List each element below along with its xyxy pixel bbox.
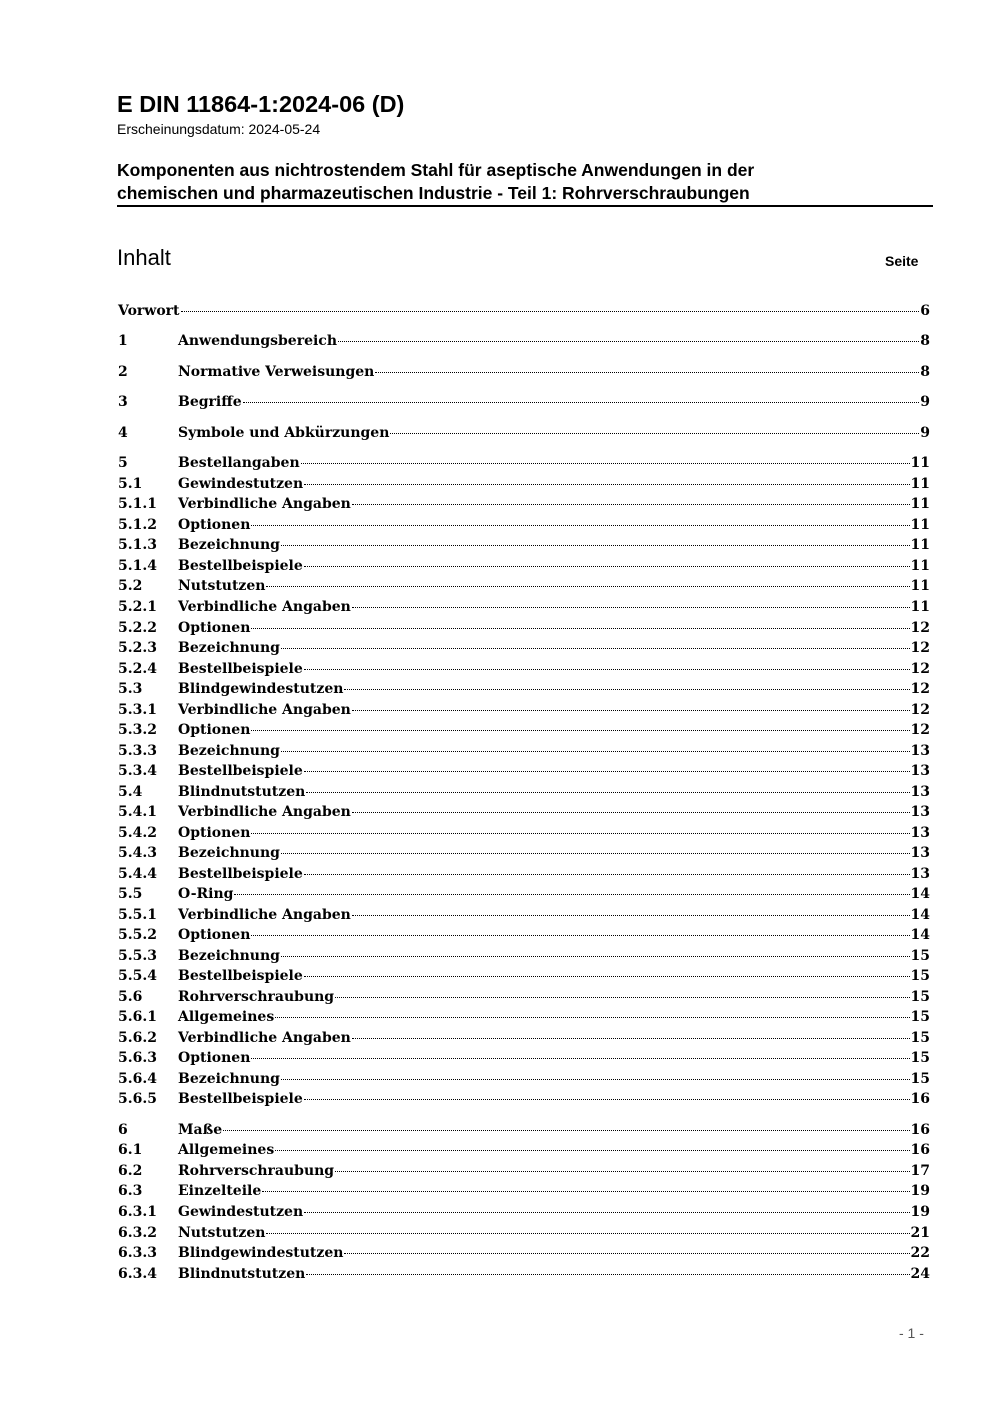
toc-dot-leader bbox=[304, 976, 910, 977]
toc-entry-number: 2 bbox=[118, 364, 128, 380]
toc-entry-title: Bezeichnung bbox=[178, 1071, 280, 1087]
toc-dot-leader bbox=[304, 566, 910, 567]
toc-entry-page: 22 bbox=[910, 1245, 930, 1261]
publication-date: Erscheinungsdatum: 2024-05-24 bbox=[117, 121, 321, 137]
toc-entry-title: Optionen bbox=[178, 722, 251, 738]
toc-entry-page: 13 bbox=[910, 866, 930, 882]
toc-entry-title: Verbindliche Angaben bbox=[178, 1030, 351, 1046]
toc-entry-title: Bestellbeispiele bbox=[178, 558, 303, 574]
toc-dot-leader bbox=[275, 1150, 909, 1151]
toc-entry[interactable] bbox=[118, 702, 930, 721]
toc-entry-title: Nutstutzen bbox=[178, 1225, 266, 1241]
toc-entry-number: 5.1.3 bbox=[118, 537, 157, 553]
toc-entry-number: 6.2 bbox=[118, 1163, 143, 1179]
toc-entry-title: Vorwort bbox=[118, 303, 180, 319]
toc-entry-number: 5.6.3 bbox=[118, 1050, 157, 1066]
toc-entry-page: 12 bbox=[910, 661, 930, 677]
toc-entry-number: 6.3 bbox=[118, 1183, 143, 1199]
toc-entry-page: 16 bbox=[910, 1122, 930, 1138]
toc-entry-title: Verbindliche Angaben bbox=[178, 907, 351, 923]
toc-entry-page: 12 bbox=[910, 681, 930, 697]
toc-entry-title: Blindgewindestutzen bbox=[178, 1245, 344, 1261]
toc-entry-page: 11 bbox=[910, 599, 930, 615]
toc-entry-number: 5.3.4 bbox=[118, 763, 157, 779]
toc-dot-leader bbox=[304, 669, 910, 670]
toc-entry[interactable] bbox=[118, 927, 930, 946]
toc-entry[interactable] bbox=[118, 455, 930, 474]
toc-dot-leader bbox=[338, 341, 919, 342]
toc-entry-title: Optionen bbox=[178, 1050, 251, 1066]
toc-entry-number: 6.3.3 bbox=[118, 1245, 157, 1261]
toc-entry[interactable] bbox=[118, 804, 930, 823]
toc-entry-page: 13 bbox=[910, 743, 930, 759]
toc-entry-title: O-Ring bbox=[178, 886, 234, 902]
toc-entry[interactable] bbox=[118, 1091, 930, 1110]
toc-entry-title: Symbole und Abkürzungen bbox=[178, 425, 390, 441]
toc-dot-leader bbox=[262, 1191, 909, 1192]
toc-entry-page: 11 bbox=[910, 517, 930, 533]
toc-dot-leader bbox=[243, 402, 920, 403]
toc-entry[interactable] bbox=[118, 578, 930, 597]
toc-entry-title: Blindnutstutzen bbox=[178, 784, 306, 800]
toc-entry-title: Bezeichnung bbox=[178, 743, 280, 759]
toc-entry-page: 15 bbox=[910, 948, 930, 964]
toc-entry-number: 3 bbox=[118, 394, 128, 410]
toc-entry-page: 13 bbox=[910, 763, 930, 779]
toc-entry-page: 17 bbox=[910, 1163, 930, 1179]
toc-entry[interactable] bbox=[118, 537, 930, 556]
toc-entry[interactable] bbox=[118, 303, 930, 322]
toc-dot-leader bbox=[390, 433, 919, 434]
toc-entry[interactable] bbox=[118, 476, 930, 495]
toc-entry-page: 13 bbox=[910, 784, 930, 800]
toc-entry-page: 11 bbox=[910, 558, 930, 574]
page-number: - 1 - bbox=[899, 1325, 924, 1341]
toc-dot-leader bbox=[281, 751, 910, 752]
toc-entry-title: Bestellbeispiele bbox=[178, 866, 303, 882]
toc-entry-title: Allgemeines bbox=[178, 1142, 275, 1158]
toc-entry-number: 5.2.3 bbox=[118, 640, 157, 656]
toc-entry-title: Nutstutzen bbox=[178, 578, 266, 594]
toc-dot-leader bbox=[352, 812, 910, 813]
toc-entry[interactable] bbox=[118, 1266, 930, 1285]
toc-entry-page: 19 bbox=[910, 1183, 930, 1199]
toc-entry[interactable] bbox=[118, 496, 930, 515]
toc-dot-leader bbox=[281, 853, 910, 854]
toc-entry-page: 14 bbox=[910, 927, 930, 943]
toc-entry-page: 15 bbox=[910, 989, 930, 1005]
toc-entry-title: Allgemeines bbox=[178, 1009, 275, 1025]
toc-entry-title: Maße bbox=[178, 1122, 223, 1138]
toc-entry-page: 16 bbox=[910, 1091, 930, 1107]
toc-entry[interactable] bbox=[118, 517, 930, 536]
toc-entry[interactable] bbox=[118, 1204, 930, 1223]
toc-entry-page: 12 bbox=[910, 702, 930, 718]
toc-entry-page: 13 bbox=[910, 804, 930, 820]
toc-entry-title: Verbindliche Angaben bbox=[178, 702, 351, 718]
toc-entry[interactable] bbox=[118, 333, 930, 352]
toc-entry-title: Bezeichnung bbox=[178, 537, 280, 553]
toc-entry-title: Blindgewindestutzen bbox=[178, 681, 344, 697]
toc-entry-number: 5.5.3 bbox=[118, 948, 157, 964]
toc-entry-number: 5.5.1 bbox=[118, 907, 157, 923]
toc-entry-title: Bestellbeispiele bbox=[178, 1091, 303, 1107]
toc-entry[interactable] bbox=[118, 743, 930, 762]
toc-dot-leader bbox=[352, 504, 910, 505]
toc-entry-title: Bestellbeispiele bbox=[178, 763, 303, 779]
toc-entry-number: 6.3.1 bbox=[118, 1204, 157, 1220]
toc-entry[interactable] bbox=[118, 948, 930, 967]
toc-entry[interactable] bbox=[118, 661, 930, 680]
toc-entry-page: 9 bbox=[920, 425, 930, 441]
document-title-line-2: chemischen und pharmazeutischen Industrie - Teil 1: Rohrverschraubungen bbox=[117, 183, 750, 203]
toc-entry-number: 5.5 bbox=[118, 886, 143, 902]
toc-entry[interactable] bbox=[118, 907, 930, 926]
toc-entry-title: Verbindliche Angaben bbox=[178, 496, 351, 512]
toc-entry-title: Rohrverschraubung bbox=[178, 1163, 335, 1179]
toc-entry[interactable] bbox=[118, 640, 930, 659]
title-divider bbox=[117, 205, 933, 207]
toc-entry-number: 4 bbox=[118, 425, 128, 441]
toc-dot-leader bbox=[352, 710, 910, 711]
toc-dot-leader bbox=[251, 525, 909, 526]
toc-entry-page: 9 bbox=[920, 394, 930, 410]
toc-entry[interactable] bbox=[118, 1050, 930, 1069]
toc-entry-page: 12 bbox=[910, 640, 930, 656]
toc-entry-title: Bestellangaben bbox=[178, 455, 300, 471]
toc-entry-number: 5.1.2 bbox=[118, 517, 157, 533]
toc-entry[interactable] bbox=[118, 1071, 930, 1090]
toc-entry-page: 8 bbox=[920, 364, 930, 380]
toc-dot-leader bbox=[352, 1038, 910, 1039]
toc-entry[interactable] bbox=[118, 866, 930, 885]
toc-entry[interactable] bbox=[118, 1142, 930, 1161]
toc-dot-leader bbox=[281, 648, 910, 649]
toc-entry[interactable] bbox=[118, 1225, 930, 1244]
toc-dot-leader bbox=[266, 1233, 909, 1234]
toc-entry-number: 6.1 bbox=[118, 1142, 143, 1158]
toc-dot-leader bbox=[281, 1079, 910, 1080]
toc-entry-title: Optionen bbox=[178, 517, 251, 533]
toc-dot-leader bbox=[344, 1253, 909, 1254]
toc-entry[interactable] bbox=[118, 886, 930, 905]
toc-entry[interactable] bbox=[118, 1030, 930, 1049]
toc-entry-page: 24 bbox=[910, 1266, 930, 1282]
toc-entry[interactable] bbox=[118, 394, 930, 413]
toc-entry-page: 11 bbox=[910, 476, 930, 492]
toc-entry-number: 5.2.1 bbox=[118, 599, 157, 615]
toc-entry-title: Blindnutstutzen bbox=[178, 1266, 306, 1282]
document-title-line-1: Komponenten aus nichtrostendem Stahl für aseptische Anwendungen in der bbox=[117, 160, 755, 180]
toc-dot-leader bbox=[352, 915, 910, 916]
toc-entry[interactable] bbox=[118, 1245, 930, 1264]
toc-entry-number: 5.3.2 bbox=[118, 722, 157, 738]
toc-entry-number: 1 bbox=[118, 333, 128, 349]
toc-dot-leader bbox=[251, 730, 909, 731]
toc-heading: Inhalt bbox=[117, 245, 171, 270]
toc-entry[interactable] bbox=[118, 989, 930, 1008]
toc-entry[interactable] bbox=[118, 620, 930, 639]
toc-entry[interactable] bbox=[118, 425, 930, 444]
toc-entry-page: 11 bbox=[910, 455, 930, 471]
toc-entry-number: 5.5.2 bbox=[118, 927, 157, 943]
toc-dot-leader bbox=[344, 689, 909, 690]
toc-entry[interactable] bbox=[118, 968, 930, 987]
toc-entry-number: 5.1 bbox=[118, 476, 143, 492]
toc-entry-number: 5.6.1 bbox=[118, 1009, 157, 1025]
toc-entry[interactable] bbox=[118, 1122, 930, 1141]
toc-entry-number: 5.2.2 bbox=[118, 620, 157, 636]
toc-entry-page: 19 bbox=[910, 1204, 930, 1220]
toc-entry-title: Optionen bbox=[178, 927, 251, 943]
toc-entry-number: 5.2 bbox=[118, 578, 143, 594]
toc-entry-number: 5.3 bbox=[118, 681, 143, 697]
toc-entry-page: 13 bbox=[910, 825, 930, 841]
toc-dot-leader bbox=[281, 956, 910, 957]
toc-entry-title: Gewindestutzen bbox=[178, 1204, 304, 1220]
standard-number: E DIN 11864-1:2024-06 (D) bbox=[117, 91, 405, 117]
toc-dot-leader bbox=[304, 874, 910, 875]
toc-entry-number: 5.4.1 bbox=[118, 804, 157, 820]
toc-dot-leader bbox=[352, 607, 910, 608]
toc-dot-leader bbox=[304, 1212, 909, 1213]
toc-entry-number: 6.3.2 bbox=[118, 1225, 157, 1241]
toc-entry-page: 12 bbox=[910, 722, 930, 738]
toc-dot-leader bbox=[223, 1130, 909, 1131]
toc-entry[interactable] bbox=[118, 763, 930, 782]
toc-entry-title: Optionen bbox=[178, 825, 251, 841]
toc-dot-leader bbox=[251, 935, 909, 936]
toc-entry-page: 15 bbox=[910, 1030, 930, 1046]
toc-entry-page: 11 bbox=[910, 578, 930, 594]
toc-entry-page: 15 bbox=[910, 968, 930, 984]
toc-entry[interactable] bbox=[118, 1183, 930, 1202]
toc-dot-leader bbox=[266, 586, 909, 587]
toc-entry[interactable] bbox=[118, 599, 930, 618]
toc-entry[interactable] bbox=[118, 722, 930, 741]
toc-entry[interactable] bbox=[118, 681, 930, 700]
toc-entry-number: 5.4 bbox=[118, 784, 143, 800]
toc-dot-leader bbox=[275, 1017, 909, 1018]
toc-entry-page: 13 bbox=[910, 845, 930, 861]
toc-entry-number: 5.3.3 bbox=[118, 743, 157, 759]
toc-entry-title: Rohrverschraubung bbox=[178, 989, 335, 1005]
toc-dot-leader bbox=[375, 372, 919, 373]
toc-dot-leader bbox=[335, 1171, 909, 1172]
toc-dot-leader bbox=[301, 463, 910, 464]
toc-entry-title: Bezeichnung bbox=[178, 640, 280, 656]
toc-dot-leader bbox=[281, 545, 910, 546]
toc-dot-leader bbox=[181, 311, 920, 312]
toc-entry[interactable] bbox=[118, 845, 930, 864]
toc-entry-page: 15 bbox=[910, 1009, 930, 1025]
toc-entry-number: 5.5.4 bbox=[118, 968, 157, 984]
toc-entry-title: Begriffe bbox=[178, 394, 242, 410]
document-title bbox=[117, 159, 933, 205]
toc-entry-title: Bestellbeispiele bbox=[178, 968, 303, 984]
toc-entry-title: Optionen bbox=[178, 620, 251, 636]
toc-entry-number: 5 bbox=[118, 455, 128, 471]
toc-entry-page: 6 bbox=[920, 303, 930, 319]
toc-entry-title: Normative Verweisungen bbox=[178, 364, 375, 380]
toc-entry-number: 5.1.1 bbox=[118, 496, 157, 512]
toc-entry-title: Bezeichnung bbox=[178, 948, 280, 964]
toc-entry-number: 5.2.4 bbox=[118, 661, 157, 677]
page-column-label: Seite bbox=[885, 253, 919, 269]
toc-entry-page: 8 bbox=[920, 333, 930, 349]
toc-entry[interactable] bbox=[118, 558, 930, 577]
toc-entry[interactable] bbox=[118, 364, 930, 383]
toc-entry-number: 6.3.4 bbox=[118, 1266, 157, 1282]
toc-dot-leader bbox=[304, 484, 909, 485]
toc-dot-leader bbox=[304, 1099, 910, 1100]
toc-entry-page: 14 bbox=[910, 907, 930, 923]
toc-entry-title: Verbindliche Angaben bbox=[178, 599, 351, 615]
toc-entry-number: 5.4.2 bbox=[118, 825, 157, 841]
toc-entry-title: Anwendungsbereich bbox=[178, 333, 337, 349]
toc-entry-number: 5.6.2 bbox=[118, 1030, 157, 1046]
toc-entry-title: Bestellbeispiele bbox=[178, 661, 303, 677]
toc-entry-page: 16 bbox=[910, 1142, 930, 1158]
toc-entry-title: Gewindestutzen bbox=[178, 476, 304, 492]
toc-entry-page: 21 bbox=[910, 1225, 930, 1241]
toc-dot-leader bbox=[304, 771, 910, 772]
toc-entry[interactable] bbox=[118, 1009, 930, 1028]
toc-entry-number: 5.6.5 bbox=[118, 1091, 157, 1107]
toc-entry-number: 5.1.4 bbox=[118, 558, 157, 574]
toc-entry-number: 5.4.3 bbox=[118, 845, 157, 861]
toc-entry-number: 5.6 bbox=[118, 989, 143, 1005]
toc-entry-page: 15 bbox=[910, 1050, 930, 1066]
toc-entry-page: 11 bbox=[910, 496, 930, 512]
toc-entry-page: 12 bbox=[910, 620, 930, 636]
toc-entry[interactable] bbox=[118, 784, 930, 803]
toc-entry-number: 5.6.4 bbox=[118, 1071, 157, 1087]
toc-entry-page: 11 bbox=[910, 537, 930, 553]
toc-entry-page: 14 bbox=[910, 886, 930, 902]
toc-entry[interactable] bbox=[118, 825, 930, 844]
toc-entry-title: Einzelteile bbox=[178, 1183, 262, 1199]
toc-entry-title: Bezeichnung bbox=[178, 845, 280, 861]
toc-dot-leader bbox=[335, 997, 909, 998]
toc-dot-leader bbox=[251, 833, 909, 834]
toc-dot-leader bbox=[306, 792, 909, 793]
toc-dot-leader bbox=[251, 1058, 909, 1059]
toc-entry-number: 5.4.4 bbox=[118, 866, 157, 882]
toc-entry-title: Verbindliche Angaben bbox=[178, 804, 351, 820]
toc-dot-leader bbox=[234, 894, 909, 895]
toc-dot-leader bbox=[251, 628, 909, 629]
toc-entry-page: 15 bbox=[910, 1071, 930, 1087]
toc-dot-leader bbox=[306, 1274, 909, 1275]
toc-entry[interactable] bbox=[118, 1163, 930, 1182]
toc-entry-number: 6 bbox=[118, 1122, 128, 1138]
toc-entry-number: 5.3.1 bbox=[118, 702, 157, 718]
